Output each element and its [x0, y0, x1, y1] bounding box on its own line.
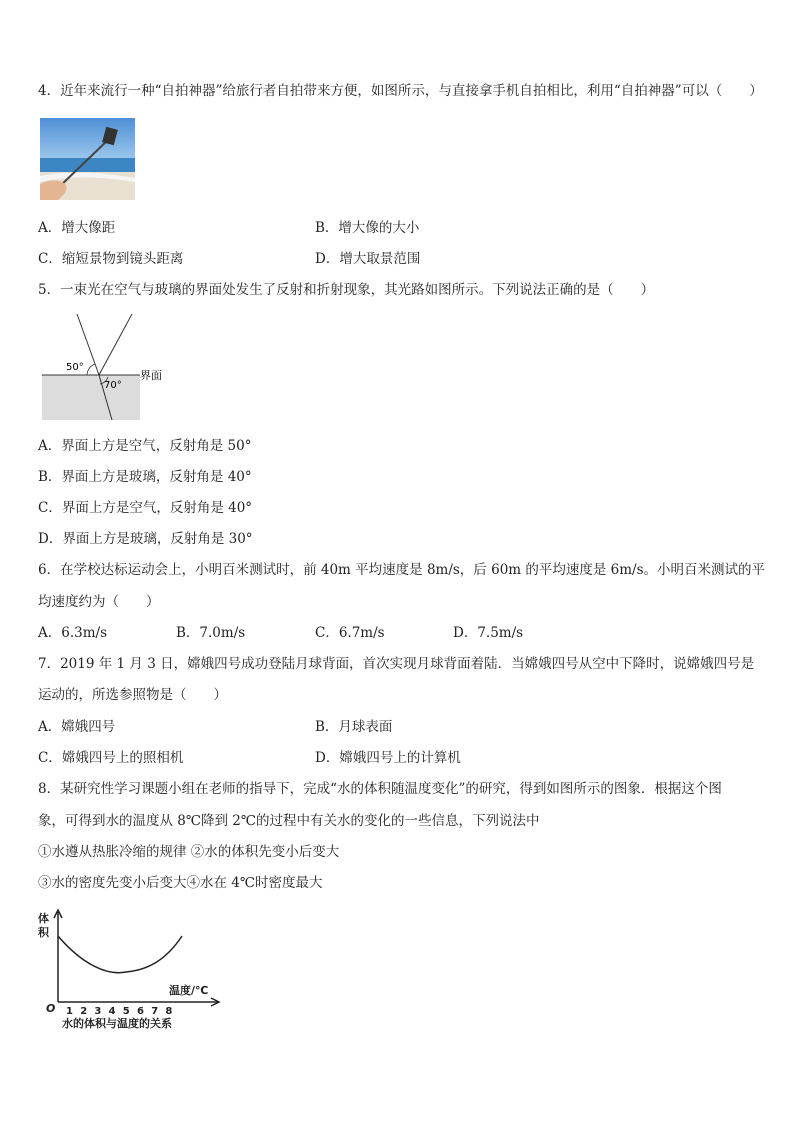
angle-label-70: 70° [104, 380, 122, 391]
q7-option-c: C．嫦娥四号上的照相机 [38, 750, 184, 766]
graph-tick-1: 1 [66, 1006, 73, 1017]
q8-stem-line1: 8．某研究性学习课题小组在老师的指导下，完成“水的体积随温度变化”的研究，得到如图所示的图象．根据这个图 [38, 781, 722, 797]
graph-y-label-2: 积 [38, 926, 49, 939]
graph-tick-8: 8 [165, 1006, 173, 1017]
interface-label: 界面 [140, 369, 162, 382]
graph-tick-2: 2 [80, 1006, 88, 1017]
graph-tick-4: 4 [108, 1006, 116, 1017]
selfie-stick-photo [40, 118, 135, 200]
q6-stem-line1: 6．在学校达标运动会上，小明百米测试时，前 40m 平均速度是 8m/s，后 60m 的平均速度是 6m/s。小明百米测试的平 [38, 562, 766, 578]
graph-tick-3: 3 [94, 1006, 102, 1017]
q7-option-a: A．嫦娥四号 [38, 719, 116, 735]
q8-statement-line1: ①水遵从热胀冷缩的规律 ②水的体积先变小后变大 [38, 844, 340, 860]
q5-stem: 5．一束光在空气与玻璃的界面处发生了反射和折射现象，其光路如图所示。下列说法正确的是（ ） [38, 282, 655, 298]
angle-label-50: 50° [66, 362, 84, 373]
q4-option-a: A．增大像距 [38, 220, 116, 236]
q6-option-c: C．6.7m/s [315, 625, 385, 641]
q6-option-b: B．7.0m/s [176, 625, 246, 641]
graph-tick-7: 7 [151, 1006, 159, 1017]
q5-option-c: C．界面上方是空气，反射角是 40° [38, 500, 253, 516]
q5-option-d: D．界面上方是玻璃，反射角是 30° [38, 531, 253, 547]
q4-option-b: B．增大像的大小 [315, 220, 420, 236]
q6-option-d: D．7.5m/s [453, 625, 524, 641]
graph-x-label: 温度/℃ [169, 984, 209, 997]
q5-option-b: B．界面上方是玻璃，反射角是 40° [38, 469, 252, 485]
q6-option-a: A．6.3m/s [38, 625, 107, 641]
q4-option-c: C．缩短景物到镜头距离 [38, 251, 184, 267]
graph-origin: O [46, 1002, 56, 1015]
graph-tick-6: 6 [137, 1006, 144, 1017]
graph-tick-5: 5 [122, 1006, 130, 1017]
q5-option-a: A．界面上方是空气，反射角是 50° [38, 438, 252, 454]
graph-caption: 水的体积与温度的关系 [62, 1017, 172, 1030]
q4-option-d: D．增大取景范围 [315, 251, 421, 267]
water-volume-graph [36, 908, 226, 1033]
q7-option-d: D．嫦娥四号上的计算机 [315, 750, 461, 766]
q7-stem-line2: 运动的，所选参照物是（ ） [38, 687, 227, 703]
q4-stem: 4．近年来流行一种“自拍神器”给旅行者自拍带来方便，如图所示，与直接拿手机自拍相比，利用“自拍神器”可以（ ） [38, 83, 763, 99]
q7-option-b: B．月球表面 [315, 719, 393, 735]
volume-curve [58, 936, 182, 973]
q8-statement-line2: ③水的密度先变小后变大④水在 4℃时密度最大 [38, 875, 323, 891]
q7-stem-line1: 7．2019 年 1 月 3 日，嫦娥四号成功登陆月球背面，首次实现月球背面着陆．当嫦娥四号从空中下降时，说嫦娥四号是 [38, 656, 755, 672]
q6-stem-line2: 均速度约为（ ） [38, 594, 160, 610]
q8-stem-line2: 象，可得到水的温度从 8℃降到 2℃的过程中有关水的变化的一些信息，下列说法中 [38, 813, 540, 829]
light-path-figure [42, 312, 172, 422]
graph-y-label-1: 体 [38, 912, 49, 925]
